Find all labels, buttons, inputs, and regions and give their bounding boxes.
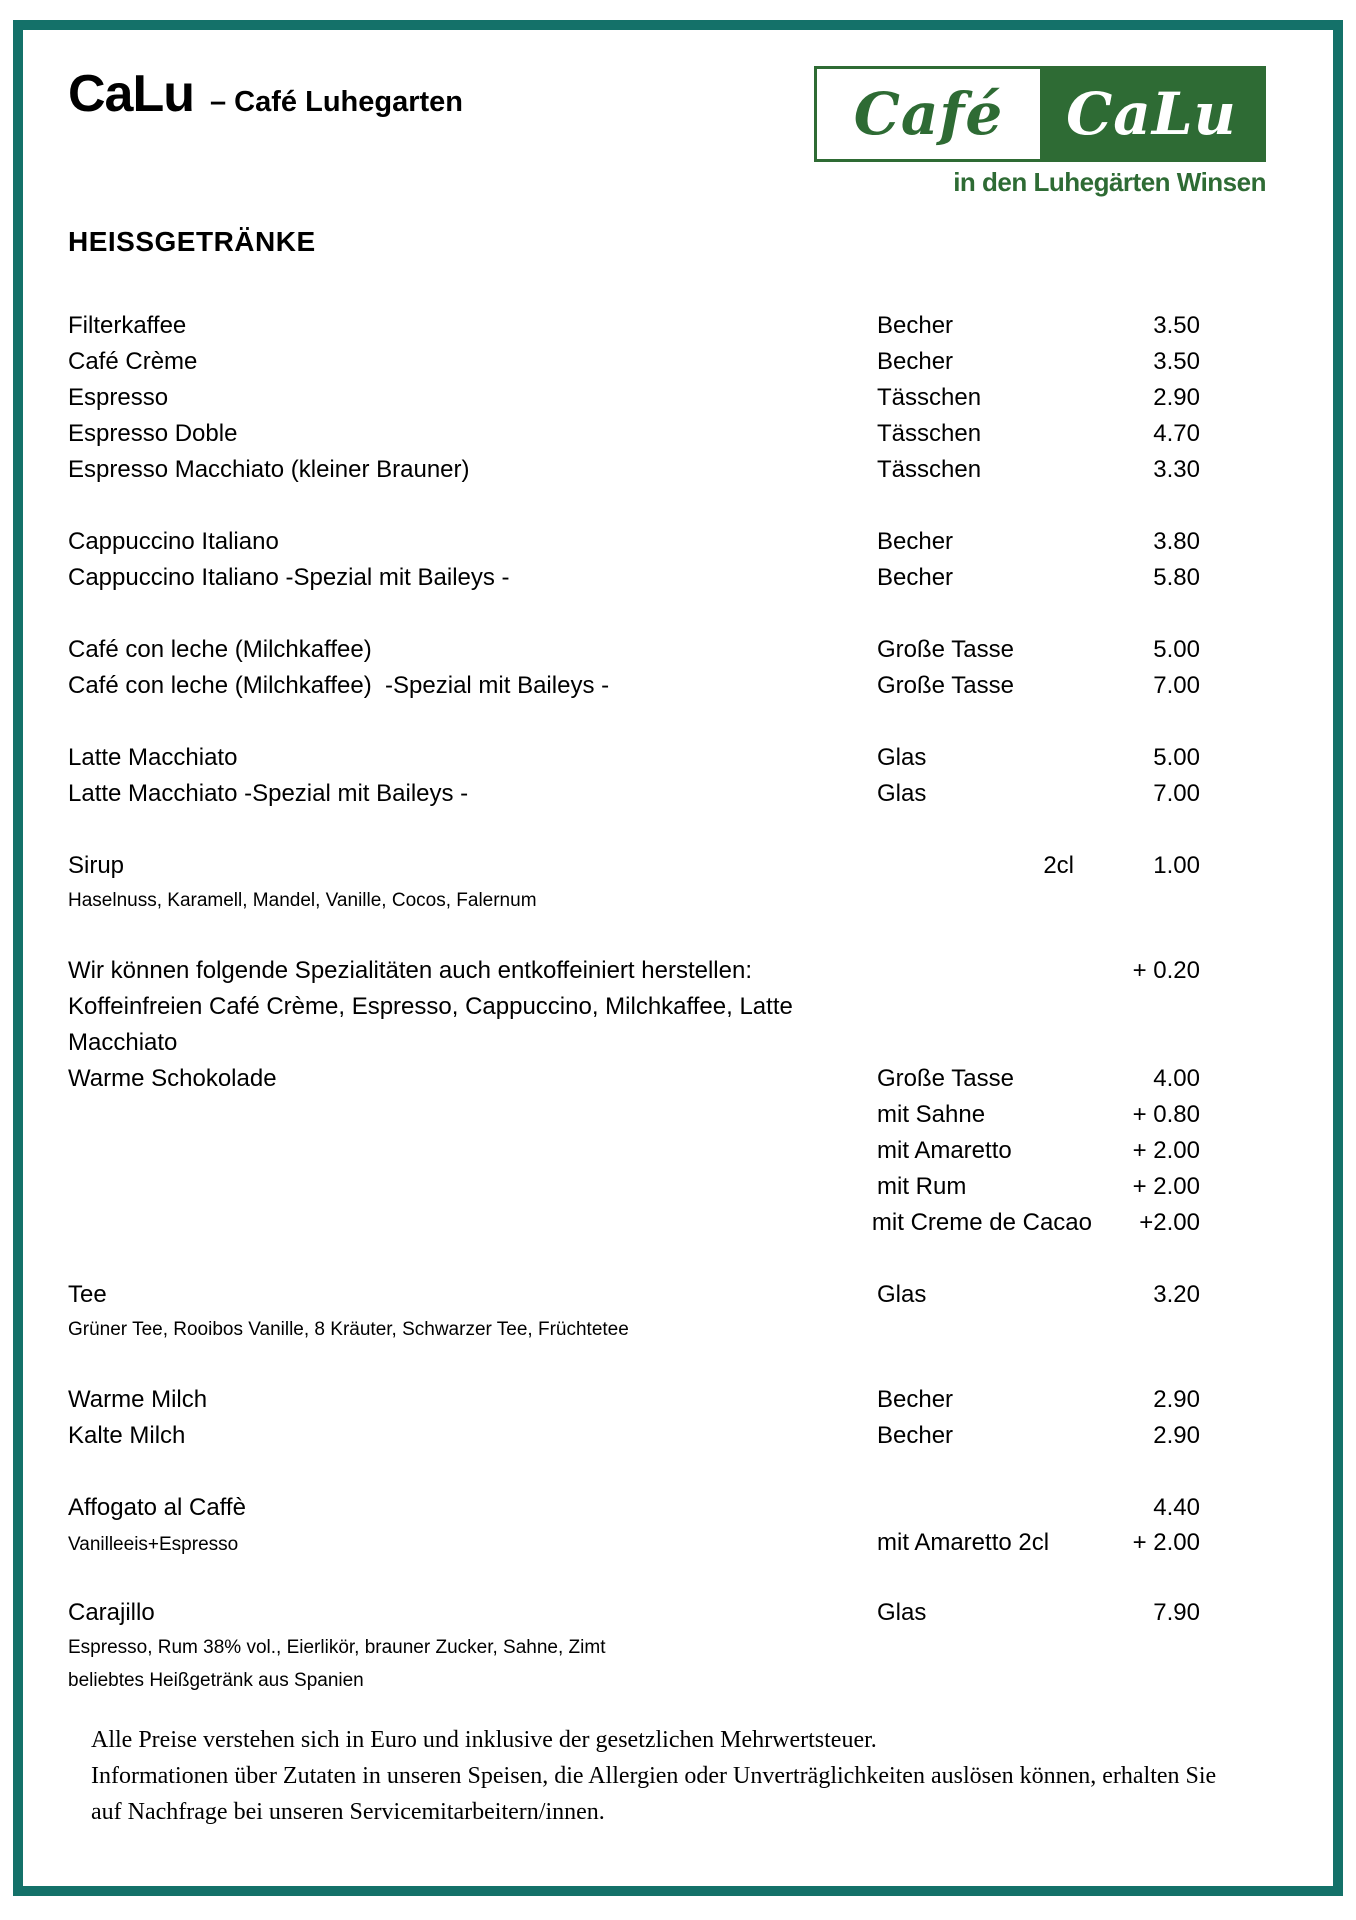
menu-row <box>68 308 1200 344</box>
cafe-calu-logo <box>814 66 1266 198</box>
menu-row <box>68 668 1200 704</box>
item-unit: Große Tasse <box>877 636 1014 663</box>
item-unit: Becher <box>877 1422 954 1449</box>
item-name: beliebtes Heißgetränk aus Spanien <box>68 1670 364 1691</box>
footer-line: auf Nachfrage bei unseren Servicemitarbeitern/innen. <box>91 1799 605 1825</box>
menu-row <box>68 1205 1200 1241</box>
item-unit: mit Amaretto <box>877 1137 1012 1164</box>
item-unit: Becher <box>877 528 954 555</box>
item-price: + 0.20 <box>1132 957 1200 984</box>
menu-group <box>68 740 1200 812</box>
item-price: 5.80 <box>1153 564 1200 591</box>
item-name: Espresso Macchiato (kleiner Brauner) <box>68 456 470 483</box>
menu-row <box>68 1133 1200 1169</box>
item-name: Grüner Tee, Rooibos Vanille, 8 Kräuter, Schwarzer Tee, Früchtetee <box>68 1319 629 1340</box>
item-price: 7.00 <box>1153 672 1200 699</box>
item-price: + 2.00 <box>1132 1137 1200 1164</box>
header <box>68 64 1290 197</box>
menu-group <box>68 953 1200 1056</box>
item-price: 1.00 <box>1153 852 1200 879</box>
item-unit: Glas <box>877 744 927 771</box>
footer-line: Informationen über Zutaten in unseren Speisen, die Allergien oder Unverträglichkeiten auslösen können, erhalten Sie <box>91 1763 1217 1789</box>
item-name: Haselnuss, Karamell, Mandel, Vanille, Cocos, Falernum <box>68 890 537 911</box>
item-price: 3.50 <box>1153 312 1200 339</box>
item-price: 2.90 <box>1153 384 1200 411</box>
menu-group <box>68 1277 1200 1346</box>
menu-group <box>68 632 1200 704</box>
item-name: Café con leche (Milchkaffee) -Spezial mit Baileys - <box>68 672 610 699</box>
menu-row <box>68 848 1200 884</box>
logo-word-calu: CaLu <box>1040 69 1263 159</box>
menu-groups <box>68 308 1290 1697</box>
menu-row <box>68 989 1200 1056</box>
item-name: Wir können folgende Spezialitäten auch entkoffeiniert herstellen: <box>68 957 752 984</box>
page-subtitle: – Café Luhegarten <box>210 86 463 118</box>
item-price: + 0.80 <box>1132 1101 1200 1128</box>
menu-row <box>68 1313 1200 1346</box>
item-name: Kalte Milch <box>68 1422 186 1449</box>
menu-row <box>68 1382 1200 1418</box>
menu-row <box>68 1169 1200 1205</box>
item-name: Warme Schokolade <box>68 1065 277 1092</box>
menu-row <box>68 1631 1200 1664</box>
menu-row <box>68 380 1200 416</box>
item-price: 7.00 <box>1153 780 1200 807</box>
item-name: Warme Milch <box>68 1386 208 1413</box>
menu-row <box>68 632 1200 668</box>
item-name: Cappuccino Italiano -Spezial mit Baileys - <box>68 564 510 591</box>
item-unit: Tässchen <box>877 384 982 411</box>
page-content <box>23 30 1333 1886</box>
item-price: 4.70 <box>1153 420 1200 447</box>
item-name: Affogato al Caffè <box>68 1494 246 1521</box>
menu-row <box>68 776 1200 812</box>
section-heading: HEISSGETRÄNKE <box>68 226 316 257</box>
item-unit: Becher <box>877 564 954 591</box>
menu-group <box>68 524 1200 596</box>
logo-word-cafe: Café <box>817 69 1040 159</box>
item-unit: mit Rum <box>877 1173 967 1200</box>
menu-row <box>68 1526 1200 1559</box>
item-name: Latte Macchiato -Spezial mit Baileys - <box>68 780 469 807</box>
item-price: 2.90 <box>1153 1422 1200 1449</box>
item-unit: 2cl <box>1043 852 1074 879</box>
footer-line: Alle Preise verstehen sich in Euro und inklusive der gesetzlichen Mehrwertsteuer. <box>91 1727 877 1753</box>
item-unit: Becher <box>877 1386 954 1413</box>
menu-row <box>68 344 1200 380</box>
menu-row <box>68 560 1200 596</box>
item-price: + 2.00 <box>1132 1529 1200 1556</box>
item-name: Café con leche (Milchkaffee) <box>68 636 372 663</box>
item-unit: Becher <box>877 312 954 339</box>
item-unit: Tässchen <box>877 420 982 447</box>
item-price: 4.40 <box>1153 1494 1200 1521</box>
item-price: 2.90 <box>1153 1386 1200 1413</box>
menu-group <box>68 848 1200 917</box>
item-unit: Glas <box>877 1281 927 1308</box>
menu-row <box>68 416 1200 452</box>
item-name: Filterkaffee <box>68 312 187 339</box>
item-name: Tee <box>68 1281 107 1308</box>
logo-box <box>814 66 1266 162</box>
item-name: Café Crème <box>68 348 198 375</box>
menu-group <box>68 1382 1200 1454</box>
item-name: Espresso, Rum 38% vol., Eierlikör, brauner Zucker, Sahne, Zimt <box>68 1637 606 1658</box>
item-name: Sirup <box>68 852 125 879</box>
item-price: 7.90 <box>1153 1599 1200 1626</box>
menu-row <box>68 1490 1200 1526</box>
item-unit: Becher <box>877 348 954 375</box>
item-unit: mit Creme de Cacao <box>871 1209 1092 1236</box>
item-unit: Große Tasse <box>877 672 1014 699</box>
item-price: 5.00 <box>1153 636 1200 663</box>
item-name: Espresso <box>68 384 169 411</box>
item-name: Carajillo <box>68 1599 155 1626</box>
menu-row <box>68 1097 1200 1133</box>
logo-tagline: in den Luhegärten Winsen <box>953 167 1266 197</box>
menu-group <box>68 1490 1200 1559</box>
menu-row <box>68 884 1200 917</box>
menu-row <box>68 953 1200 989</box>
menu-row <box>68 1664 1200 1697</box>
menu-row <box>68 524 1200 560</box>
menu-group <box>68 1061 1200 1241</box>
item-name: Koffeinfreien Café Crème, Espresso, Cappuccino, Milchkaffee, Latte Macchiato <box>68 993 800 1056</box>
menu-row <box>68 1277 1200 1313</box>
item-name: Latte Macchiato <box>68 744 238 771</box>
item-price: 4.00 <box>1153 1065 1200 1092</box>
footer-notes <box>91 1722 1283 1830</box>
item-unit: mit Amaretto 2cl <box>877 1529 1050 1556</box>
item-price: 3.20 <box>1153 1281 1200 1308</box>
item-unit: mit Sahne <box>877 1101 986 1128</box>
item-name: Vanilleeis+Espresso <box>68 1534 239 1555</box>
menu-row <box>68 1595 1200 1631</box>
menu-group <box>68 308 1200 488</box>
menu-group <box>68 1595 1200 1697</box>
menu-row <box>68 452 1200 488</box>
item-name: Espresso Doble <box>68 420 238 447</box>
menu-row <box>68 1418 1200 1454</box>
item-unit: Große Tasse <box>877 1065 1014 1092</box>
menu-row <box>68 740 1200 776</box>
item-price: +2.00 <box>1139 1209 1200 1236</box>
item-price: 5.00 <box>1153 744 1200 771</box>
page-title: CaLu <box>68 65 194 123</box>
menu-row <box>68 1061 1200 1097</box>
item-unit: Glas <box>877 1599 927 1626</box>
item-name: Cappuccino Italiano <box>68 528 279 555</box>
item-price: 3.30 <box>1153 456 1200 483</box>
item-unit: Glas <box>877 780 927 807</box>
item-price: 3.50 <box>1153 348 1200 375</box>
item-price: + 2.00 <box>1132 1173 1200 1200</box>
item-unit: Tässchen <box>877 456 982 483</box>
item-price: 3.80 <box>1153 528 1200 555</box>
